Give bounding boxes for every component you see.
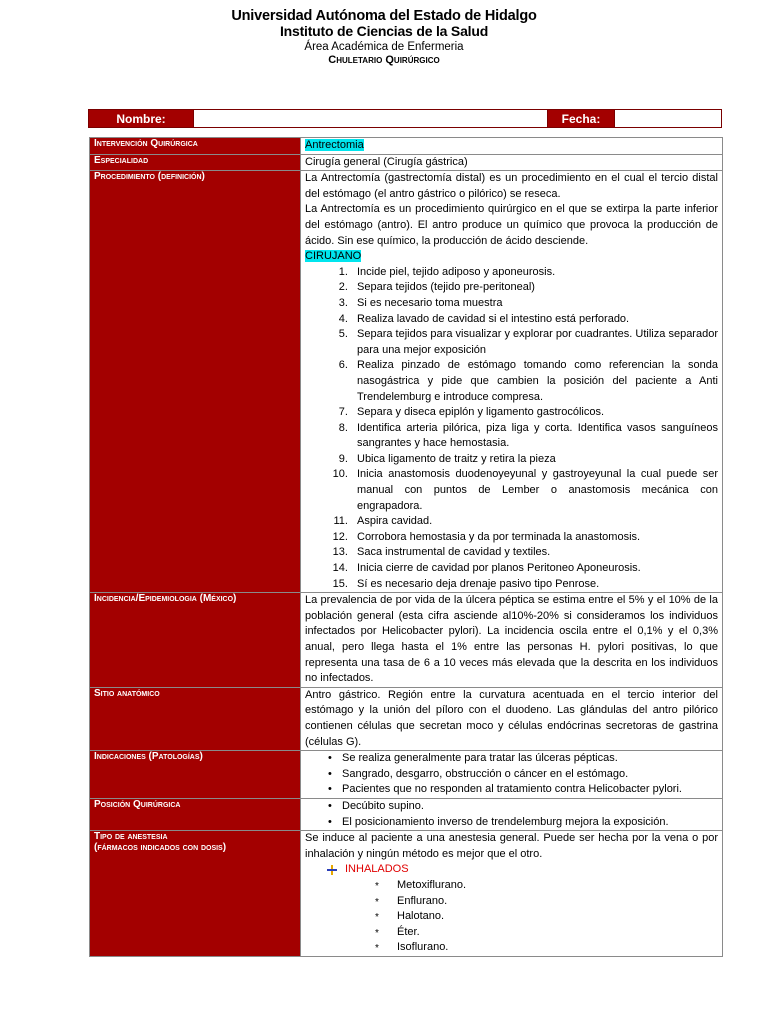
value-indicaciones	[301, 751, 723, 799]
date-label: Fecha:	[548, 110, 614, 127]
step-item: 8. Identifica arteria pilórica, piza liga y corta. Identifica vasos sanguíneos sangrantes y hace hemostasia.	[351, 421, 718, 452]
row-posicion	[90, 798, 723, 830]
row-procedimiento	[90, 171, 723, 593]
step-item: 9. Ubica ligamento de traitz y retira la pieza	[351, 452, 718, 468]
value-procedimiento	[301, 171, 723, 593]
label-incidencia: Incidencia/Epidemiologia (México)	[90, 593, 301, 688]
value-posicion	[301, 798, 723, 830]
cirujano-highlight: CIRUJANO	[305, 250, 362, 263]
step-item: 10. Inicia anastomosis duodenoyeyunal y gastroyeyunal la cual puede ser manual con puntos de Lember o anastomosis mecánica con engrapadora.	[351, 467, 718, 514]
label-sitio: Sitio anatómico	[90, 687, 301, 750]
document-header	[0, 8, 768, 66]
list-item: * Halotano.	[397, 909, 718, 925]
step-item: 2. Separa tejidos (tejido pre-peritoneal)	[351, 280, 718, 296]
label-anestesia	[90, 831, 301, 957]
label-procedimiento: Procedimiento (definición)	[90, 171, 301, 593]
value-anestesia	[301, 831, 723, 957]
list-item: • Decúbito supino.	[342, 799, 718, 815]
step-item: 11. Aspira cavidad.	[351, 514, 718, 530]
name-date-bar	[88, 109, 722, 128]
surgeon-steps-list	[305, 265, 718, 592]
date-field[interactable]	[614, 110, 721, 127]
value-incidencia: La prevalencia de por vida de la úlcera péptica se estima entre el 5% y el 10% de la población general (esta cifra asciende al10%-20% si consideramos los individuos infectados por Helicobacter pylori). La incidencia oscila entre el 0,1% y el 0,3% anual, pero llega hasta el 1% entre las personas H. pylori positivas, lo que representa una tasa de 6 a 10 veces más elevada que la descrita en los individuos no infectados.	[301, 593, 723, 688]
anestesia-label-line-1: Tipo de anestesia	[94, 831, 168, 843]
label-indicaciones: Indicaciones (Patologías)	[90, 751, 301, 799]
step-item: 5. Separa tejidos para visualizar y explorar por cuadrantes. Utiliza separador para una mejor exposición	[351, 327, 718, 358]
university-name: Universidad Autónoma del Estado de Hidalgo	[231, 8, 537, 24]
posicion-list	[305, 799, 718, 830]
list-item: • Sangrado, desgarro, obstrucción o cáncer en el estómago.	[342, 767, 718, 783]
inhaled-drugs-list	[305, 878, 718, 956]
row-incidencia	[90, 593, 723, 688]
surgery-table	[89, 137, 723, 957]
step-item: 6. Realiza pinzado de estómago tomando como referencian la sonda nasogástrica y pide que cambien la posición del paciente a Anti Trendelemburg e introduce compresa.	[351, 358, 718, 405]
value-intervencion	[301, 138, 723, 155]
step-item: 15. Sí es necesario deja drenaje pasivo tipo Penrose.	[351, 577, 718, 593]
procedimiento-paragraph-2: La Antrectomía es un procedimiento quirúrgico en el que se extirpa la parte inferior del estómago (antro). El antro produce un químico que provoca la producción de ácido. Sin ese químico, la producción de ácido desciende.	[305, 203, 718, 247]
indicaciones-list	[305, 751, 718, 798]
label-posicion: Posición Quirúrgica	[90, 798, 301, 830]
row-intervencion	[90, 138, 723, 155]
anestesia-label-line-2: (fármacos indicados con dosis)	[94, 842, 227, 854]
step-item: 4. Realiza lavado de cavidad si el intestino está perforado.	[351, 312, 718, 328]
step-item: 3. Si es necesario toma muestra	[351, 296, 718, 312]
step-item: 14. Inicia cierre de cavidad por planos Peritoneo Aponeurosis.	[351, 561, 718, 577]
row-sitio	[90, 687, 723, 750]
anestesia-intro: Se induce al paciente a una anestesia general. Puede ser hecha por la vena o por inhalación y ningún método es mejor que el otro.	[305, 832, 718, 860]
label-intervencion: Intervención Quirúrgica	[90, 138, 301, 155]
list-item: * Metoxiflurano.	[397, 878, 718, 894]
colored-cross-icon	[327, 865, 337, 875]
cirujano-heading	[305, 249, 718, 265]
document-title: Chuletario Quirúrgico	[328, 53, 440, 66]
list-item: * Isoflurano.	[397, 940, 718, 956]
name-label: Nombre:	[89, 110, 193, 127]
list-item: • El posicionamiento inverso de trendelemburg mejora la exposición.	[342, 815, 718, 831]
academic-area: Área Académica de Enfermeria	[304, 40, 464, 53]
step-item: 1. Incide piel, tejido adiposo y aponeurosis.	[351, 265, 718, 281]
list-item: • Se realiza generalmente para tratar las úlceras pépticas.	[342, 751, 718, 767]
row-especialidad	[90, 154, 723, 171]
procedimiento-paragraph-1: La Antrectomía (gastrectomía distal) es un procedimiento en el cual el tercio distal del estómago (el antro gástrico o pilórico) se reseca.	[305, 172, 718, 200]
step-item: 7. Separa y diseca epiplón y ligamento gastrocólicos.	[351, 405, 718, 421]
value-sitio: Antro gástrico. Región entre la curvatura acentuada en el tercio interior del estómago y la unión del píloro con el duodeno. Las glándulas del antro pilórico contienen células que secretan moco y células endócrinas secretoras de gastrina (células G).	[301, 687, 723, 750]
step-item: 13. Saca instrumental de cavidad y textiles.	[351, 545, 718, 561]
inhalados-heading	[305, 862, 718, 878]
name-field[interactable]	[193, 110, 548, 127]
label-especialidad: Especialidad	[90, 154, 301, 171]
intervencion-highlight: Antrectomia	[305, 139, 364, 151]
inhalados-label: INHALADOS	[345, 863, 409, 876]
list-item: • Pacientes que no responden al tratamiento contra Helicobacter pylori.	[342, 782, 718, 798]
list-item: * Éter.	[397, 925, 718, 941]
institute-name: Instituto de Ciencias de la Salud	[279, 23, 489, 40]
list-item: * Enflurano.	[397, 894, 718, 910]
step-item: 12. Corrobora hemostasia y da por terminada la anastomosis.	[351, 530, 718, 546]
row-anestesia	[90, 831, 723, 957]
row-indicaciones	[90, 751, 723, 799]
value-especialidad: Cirugía general (Cirugía gástrica)	[301, 154, 723, 171]
